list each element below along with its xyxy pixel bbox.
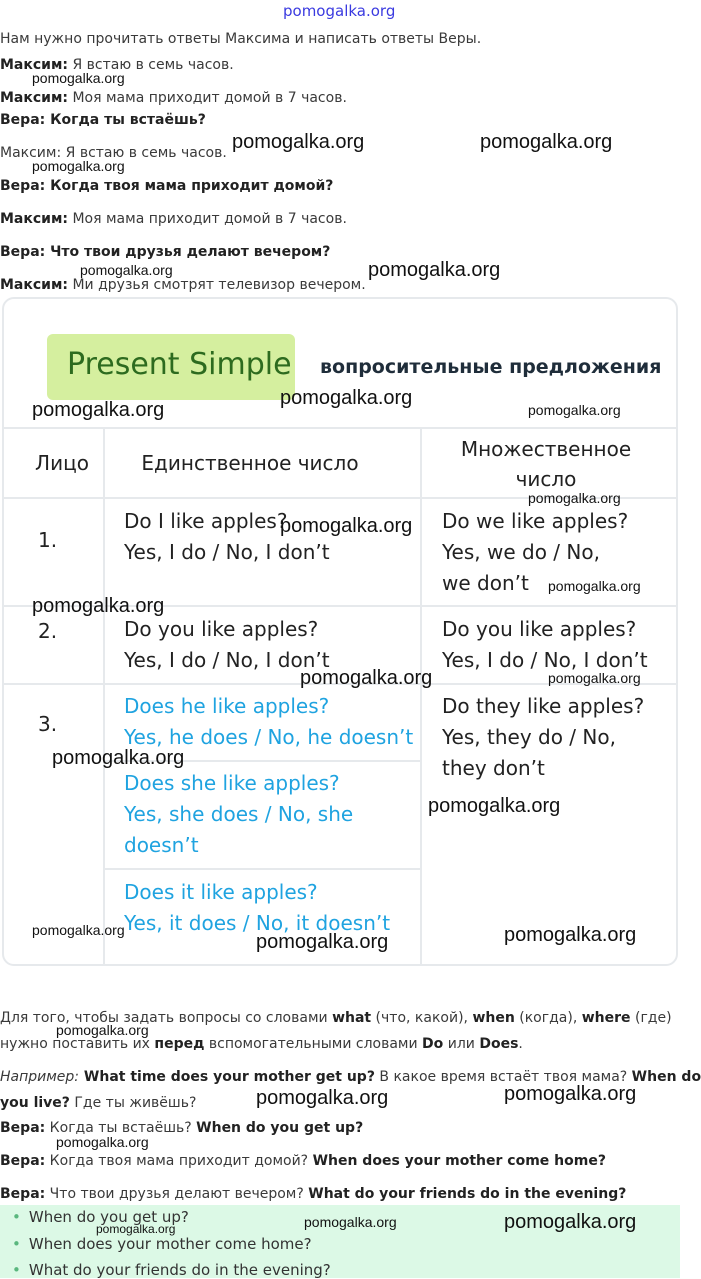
rule-line bbox=[0, 1036, 523, 1052]
watermark: pomogalka.org bbox=[280, 515, 413, 537]
speaker: Максим: bbox=[0, 277, 69, 293]
cell-line: Does it like apples? bbox=[124, 880, 318, 904]
keyword: Does bbox=[479, 1036, 519, 1052]
answer-line bbox=[0, 1120, 363, 1136]
singular-cell-it bbox=[124, 877, 390, 939]
header-plural-line: число bbox=[515, 467, 577, 491]
text: или bbox=[443, 1036, 480, 1052]
dialogue-line bbox=[0, 211, 347, 227]
cell-line: Do they like apples? bbox=[442, 694, 645, 718]
answer-bullet: • When do you get up? bbox=[12, 1208, 189, 1226]
watermark: pomogalka.org bbox=[300, 667, 433, 689]
keyword: what bbox=[332, 1010, 372, 1026]
grid-line bbox=[104, 868, 421, 870]
intro-text: Нам нужно прочитать ответы Максима и написать ответы Веры. bbox=[0, 31, 482, 47]
cell-line: doesn’t bbox=[124, 833, 199, 857]
cell-line: Do I like apples? bbox=[124, 509, 288, 533]
watermark: pomogalka.org bbox=[56, 1022, 149, 1038]
cell-line: Yes, I do / No, I don’t bbox=[124, 540, 330, 564]
watermark: pomogalka.org bbox=[32, 158, 125, 174]
example-question: you live? bbox=[0, 1095, 70, 1111]
header-person: Лицо bbox=[35, 451, 89, 475]
cell-line: Do you like apples? bbox=[124, 617, 319, 641]
dialogue-line bbox=[0, 90, 347, 106]
header-plural-line: Множественное bbox=[460, 437, 632, 461]
text: вспомогательными словами bbox=[204, 1036, 423, 1052]
watermark: pomogalka.org bbox=[528, 490, 621, 506]
cell-line: they don’t bbox=[442, 756, 545, 780]
keyword: where bbox=[581, 1010, 631, 1026]
text: нужно поставить их bbox=[0, 1036, 155, 1052]
watermark: pomogalka.org bbox=[52, 747, 185, 769]
answer-bullet: • What do your friends do in the evening? bbox=[12, 1261, 331, 1279]
line-text: Когда ты встаёшь? bbox=[45, 112, 206, 128]
badge-title: Present Simple bbox=[67, 347, 292, 382]
text: . bbox=[518, 1036, 523, 1052]
answer-bullet: • When does your mother come home? bbox=[12, 1235, 312, 1253]
watermark: pomogalka.org bbox=[304, 1214, 397, 1230]
line-text: Моя мама приходит домой в 7 часов. bbox=[68, 211, 347, 227]
watermark: pomogalka.org bbox=[80, 262, 173, 278]
line-text: Максим: Я встаю в семь часов. bbox=[0, 145, 227, 161]
singular-cell-he bbox=[124, 691, 413, 753]
line-text: Что твои друзья делают вечером? bbox=[45, 244, 331, 260]
example-label: Например: bbox=[0, 1069, 80, 1085]
dialogue-line bbox=[0, 277, 366, 293]
watermark: pomogalka.org bbox=[56, 1134, 149, 1150]
watermark: pomogalka.org bbox=[280, 387, 413, 409]
watermark: pomogalka.org bbox=[32, 70, 125, 86]
dialogue-line bbox=[0, 178, 333, 194]
cell-line: Yes, they do / No, bbox=[442, 725, 616, 749]
speaker: Максим: bbox=[0, 90, 69, 106]
cell-line: Yes, it does / No, it doesn’t bbox=[124, 911, 391, 935]
watermark: pomogalka.org bbox=[504, 924, 637, 946]
grid-line bbox=[420, 428, 422, 964]
line-text: Когда твоя мама приходит домой? bbox=[45, 178, 334, 194]
example-translation: В какое время встаёт твоя мама? bbox=[374, 1069, 632, 1085]
example-question: When do bbox=[631, 1069, 701, 1085]
dialogue-line bbox=[0, 112, 206, 128]
plural-cell bbox=[442, 614, 648, 676]
example-question: What time does your mother get up? bbox=[79, 1069, 375, 1085]
cell-line: Do you like apples? bbox=[442, 617, 637, 641]
cell-line: Yes, we do / No, bbox=[442, 540, 600, 564]
cell-line: Yes, I do / No, I don’t bbox=[442, 648, 648, 672]
speaker: Вера: bbox=[0, 1153, 46, 1169]
answer-en: When do you get up? bbox=[196, 1120, 364, 1136]
grid-line bbox=[103, 428, 105, 964]
watermark: pomogalka.org bbox=[504, 1083, 637, 1105]
answer-en: When does your mother come home? bbox=[312, 1153, 606, 1169]
watermark: pomogalka.org bbox=[32, 595, 165, 617]
watermark: pomogalka.org bbox=[256, 1087, 389, 1109]
answer-ru: Что твои друзья делают вечером? bbox=[45, 1186, 309, 1202]
plural-cell bbox=[442, 691, 644, 784]
header-singular: Единственное число bbox=[141, 451, 359, 475]
answer-ru: Когда твоя мама приходит домой? bbox=[45, 1153, 313, 1169]
speaker: Вера: bbox=[0, 1186, 46, 1202]
cell-line: Do we like apples? bbox=[442, 509, 629, 533]
watermark: pomogalka.org bbox=[32, 399, 165, 421]
speaker: Вера: bbox=[0, 178, 46, 194]
line-text: Моя мама приходит домой в 7 часов. bbox=[68, 90, 347, 106]
text: (где) bbox=[630, 1010, 672, 1026]
keyword: when bbox=[472, 1010, 515, 1026]
site-header-link[interactable]: pomogalka.org bbox=[283, 2, 396, 20]
watermark: pomogalka.org bbox=[548, 578, 641, 594]
row-number: 1. bbox=[38, 528, 58, 552]
speaker: Вера: bbox=[0, 112, 46, 128]
line-text: Я встаю в семь часов. bbox=[68, 57, 234, 73]
watermark: pomogalka.org bbox=[96, 1222, 176, 1236]
keyword: перед bbox=[154, 1036, 205, 1052]
cell-line: Yes, he does / No, he doesn’t bbox=[124, 725, 414, 749]
watermark: pomogalka.org bbox=[428, 795, 561, 817]
keyword: Do bbox=[422, 1036, 444, 1052]
watermark: pomogalka.org bbox=[368, 259, 501, 281]
text: (что, какой), bbox=[371, 1010, 473, 1026]
singular-cell bbox=[124, 614, 330, 676]
text: (когда), bbox=[514, 1010, 582, 1026]
cell-line: we don’t bbox=[442, 571, 529, 595]
speaker: Максим: bbox=[0, 211, 69, 227]
singular-cell-she bbox=[124, 768, 353, 861]
example-line bbox=[0, 1095, 196, 1111]
answer-en: What do your friends do in the evening? bbox=[308, 1186, 627, 1202]
speaker: Вера: bbox=[0, 244, 46, 260]
answer-line bbox=[0, 1153, 606, 1169]
cell-line: Yes, she does / No, she bbox=[124, 802, 354, 826]
answer-ru: Когда ты встаёшь? bbox=[45, 1120, 197, 1136]
watermark: pomogalka.org bbox=[480, 131, 613, 153]
speaker: Максим: bbox=[0, 57, 69, 73]
watermark: pomogalka.org bbox=[32, 922, 125, 938]
watermark: pomogalka.org bbox=[548, 670, 641, 686]
cell-line: Does he like apples? bbox=[124, 694, 330, 718]
row-number: 2. bbox=[38, 619, 58, 643]
cell-line: Does she like apples? bbox=[124, 771, 340, 795]
watermark: pomogalka.org bbox=[528, 402, 621, 418]
watermark: pomogalka.org bbox=[256, 931, 389, 953]
text: Для того, чтобы задать вопросы со словами bbox=[0, 1010, 333, 1026]
answer-line bbox=[0, 1186, 626, 1202]
table-subtitle: вопросительные предложения bbox=[320, 356, 662, 378]
row-number: 3. bbox=[38, 712, 58, 736]
cell-line: Yes, I do / No, I don’t bbox=[124, 648, 330, 672]
example-translation: Где ты живёшь? bbox=[69, 1095, 197, 1111]
watermark: pomogalka.org bbox=[504, 1211, 637, 1233]
header-plural bbox=[426, 434, 666, 494]
line-text: Ми друзья смотрят телевизор вечером. bbox=[68, 277, 366, 293]
dialogue-line bbox=[0, 244, 330, 260]
watermark: pomogalka.org bbox=[232, 131, 365, 153]
speaker: Вера: bbox=[0, 1120, 46, 1136]
